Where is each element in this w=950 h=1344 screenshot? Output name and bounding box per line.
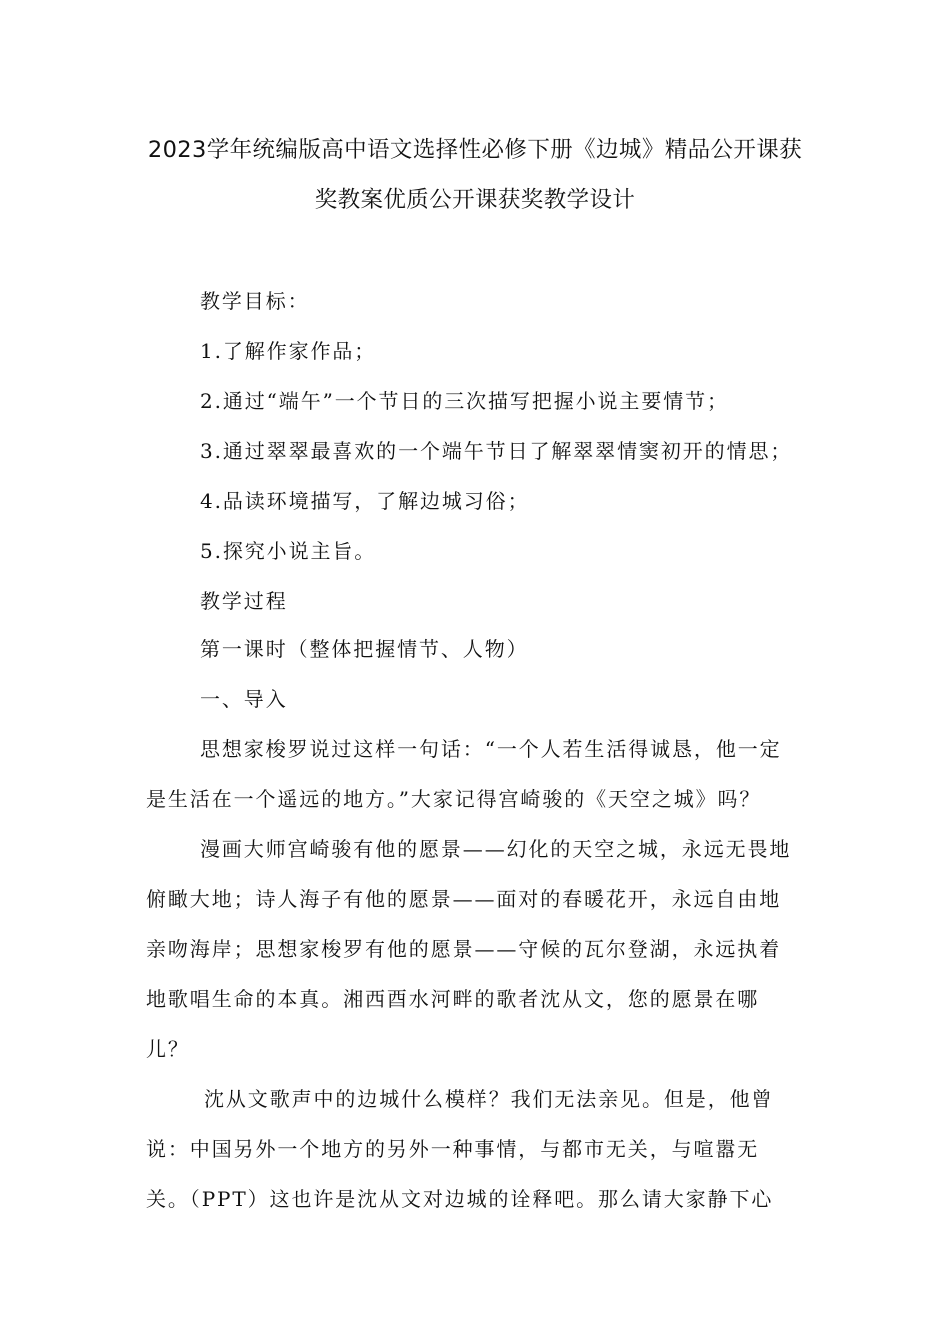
paragraph-1-line: 思想家梭罗说过这样一句话：“一个人若生活得诚恳，他一定 xyxy=(200,737,782,761)
paragraph-3-line: 关。（PPT）这也许是沈从文对边城的诠释吧。那么请大家静下心 xyxy=(146,1187,774,1211)
document-title-line-2: 奖教案优质公开课获奖教学设计 xyxy=(314,187,636,213)
paragraph-3-line: 说：中国另外一个地方的另外一种事情，与都市无关，与喧嚣无 xyxy=(146,1137,760,1161)
paragraph-2-line: 俯瞰大地；诗人海子有他的愿景——面对的春暖花开，永远自由地 xyxy=(146,887,782,911)
objective-item-4: 4.品读环境描写，了解边城习俗； xyxy=(200,489,530,513)
paragraph-2-line: 儿？ xyxy=(146,1037,190,1061)
paragraph-3-line: 沈从文歌声中的边城什么模样？我们无法亲见。但是，他曾 xyxy=(204,1087,774,1111)
objective-item-1: 1.了解作家作品； xyxy=(200,339,377,363)
objective-item-5: 5.探究小说主旨。 xyxy=(200,539,377,563)
process-heading: 教学过程 xyxy=(200,589,288,613)
section-heading: 一、导入 xyxy=(200,687,288,711)
paragraph-1-line: 是生活在一个遥远的地方。”大家记得宫崎骏的《天空之城》吗？ xyxy=(146,787,762,811)
paragraph-2-line: 漫画大师宫崎骏有他的愿景——幻化的天空之城，永远无畏地 xyxy=(200,837,792,861)
objective-item-3: 3.通过翠翠最喜欢的一个端午节日了解翠翠情窦初开的情思； xyxy=(200,439,793,463)
objective-item-2: 2.通过“端午”一个节日的三次描写把握小说主要情节； xyxy=(200,389,729,413)
objectives-heading: 教学目标： xyxy=(200,289,310,313)
paragraph-2-line: 亲吻海岸；思想家梭罗有他的愿景——守候的瓦尔登湖，永远执着 xyxy=(146,937,782,961)
document-title-line-1: 2023学年统编版高中语文选择性必修下册《边城》精品公开课获 xyxy=(147,137,803,163)
lesson-heading: 第一课时（整体把握情节、人物） xyxy=(200,637,529,661)
paragraph-2-line: 地歌唱生命的本真。湘西酉水河畔的歌者沈从文，您的愿景在哪 xyxy=(146,987,760,1011)
